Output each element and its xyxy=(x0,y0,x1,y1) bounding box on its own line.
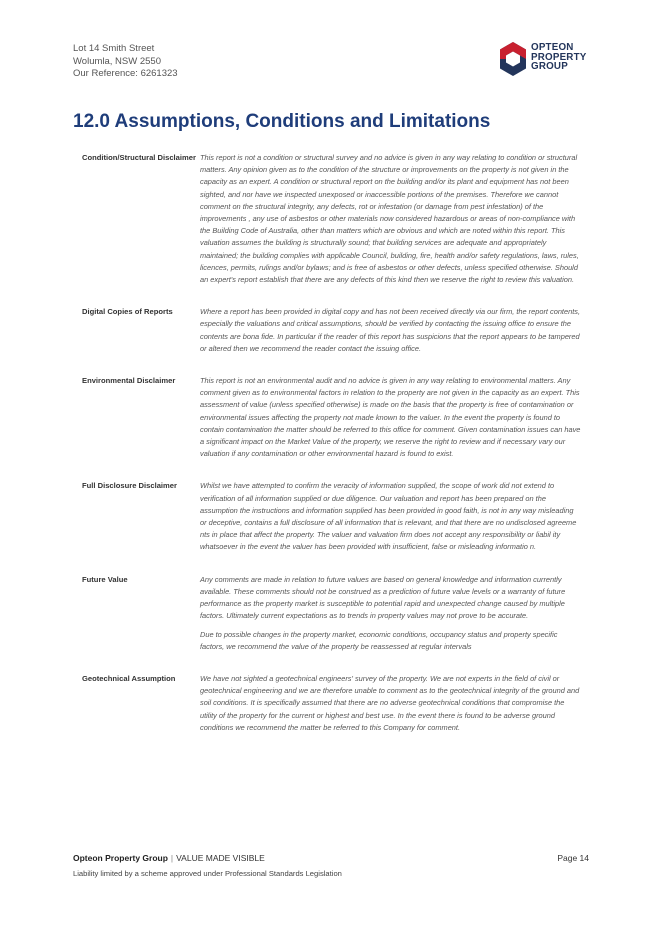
section-label: Full Disclosure Disclaimer xyxy=(82,481,177,491)
section-geotechnical xyxy=(82,673,582,734)
opteon-logo xyxy=(498,41,593,81)
section-full-disclosure xyxy=(82,480,582,553)
section-paragraph: We have not sighted a geotechnical engineers' survey of the property. We are not experts in the field of civil or geotechnical engineering and we are therefore unable to comment as to the geotechnical integrity of the ground and soil conditions. It is specifically assumed that there are no adverse geotechnical conditions that compromise the utility of the property for the current or highest and best use. In the event there is found to be adverse ground conditions we recommend the matter be referred to this Company for comment. xyxy=(200,673,580,732)
address-block xyxy=(73,43,178,81)
section-paragraph: This report is not an environmental audit and no advice is given in any way relating to environmental matters. Any comment given as to environmental factors in relation to the property are not given in the capacity as an expert. This assessment of value (unless specified otherwise) is made on the basis that the property is free of contamination or environmental issues affecting the property not made known to the valuer. In the event the property is found to contain contamination the matter should be referred to this office for comment. Given contamination issues can have a significant impact on the Market Value of the property, we reserve the right to review and if necessary vary our valuation if any contamination or other environmental hazard is found to exist. xyxy=(200,376,581,459)
section-label: Condition/Structural Disclaimer xyxy=(82,153,196,162)
logo-text-line-2: PROPERTY xyxy=(531,51,587,63)
section-body xyxy=(200,673,582,734)
address-line-2: Wolumla, NSW 2550 xyxy=(73,55,161,67)
section-paragraph: Whilst we have attempted to confirm the veracity of information supplied, the scope of work did not extend to verification of all information supplied or due diligence. Our valuation and report has been prepared on the assumption the instructions and information supplied has been provided in good faith, is not in any way misleading or deceptive, contains a full disclosure of all information that is relevant, and that there are no undisclosed agreeme nts in place that affect the property. The valuer and valuation firm does not accept any responsibility or liabil ity whatsoever in the event the valuer has been provided with insufficient, false or misleading informatio n. xyxy=(200,481,577,552)
section-body xyxy=(200,480,582,553)
footer-tagline: VALUE MADE VISIBLE xyxy=(176,853,265,863)
section-label: Geotechnical Assumption xyxy=(82,673,176,683)
page-number: Page 14 xyxy=(557,853,589,863)
section-paragraph: This report is not a condition or structural survey and no advice is given in any way relating to condition or structural matters. Any opinion given as to the condition of the structure or improvements on the property is not given in the capacity as an expert. A condition or structural report on the building and/or its plant and equipment has not been sighted, and nor have we inspected unexposed or inaccessible portions of the premises. Therefore we cannot comment on the structural integrity, any defects, rot or infestation (or damage from pest infestation) of the improvements , any use of asbestos or other materials now considered hazardous or areas of non-compliance with the Building Code of Australia, other than matters which are obvious and which are noted within this report. This valuation assumes the building is structurally sound; that building services are adequate and appropriately maintained; the building complies with applicable Council, building, fire, health and/or safety regulations, laws, rules, licences, permits, rulings and/or bylaws; and is free of asbestos or other defects, unless specified otherwise. Should an expert's report establish that there are any defects of this kind then we reserve the right to review this valuation. xyxy=(200,153,579,285)
section-body xyxy=(200,152,582,286)
section-label: Digital Copies of Reports xyxy=(82,307,173,317)
address-line-1: Lot 14 Smith Street xyxy=(73,43,155,54)
section-paragraph: Where a report has been provided in digital copy and has not been received directly via our firm, the report contents, especially the valuations and critical assumptions, should be verified by contacting the issuing office to ensure the contents are bona fide. In particular if the reader of this report has suspicions that the report appears to be tampered or altered then we recommend the reader contact the issuing office. xyxy=(200,307,581,353)
logo-text-line-1: OPTEON xyxy=(531,42,574,53)
section-label: Environmental Disclaimer xyxy=(82,376,176,386)
section-environmental xyxy=(82,375,582,460)
section-body xyxy=(200,375,582,460)
logo-hexagon-icon xyxy=(498,41,528,77)
sections-list xyxy=(82,152,582,754)
section-body xyxy=(200,306,582,355)
footer-liability: Liability limited by a scheme approved under Professional Standards Legislation xyxy=(73,869,342,878)
section-paragraph: Due to possible changes in the property market, economic conditions, occupancy status and property specific factors, we recommend the value of the property be reassessed at regular intervals xyxy=(200,629,558,651)
section-body xyxy=(200,574,582,653)
section-condition-structural xyxy=(82,152,582,286)
section-future-value xyxy=(82,574,582,653)
footer-company: Opteon Property Group xyxy=(73,853,168,863)
footer-company-line xyxy=(73,853,265,863)
logo-text-line-3: GROUP xyxy=(531,61,568,72)
section-digital-copies xyxy=(82,306,582,355)
footer-separator: | xyxy=(170,853,174,863)
reference-line: Our Reference: 6261323 xyxy=(73,68,178,79)
section-label: Future Value xyxy=(82,574,128,584)
page-title: 12.0 Assumptions, Conditions and Limitations xyxy=(73,111,491,132)
section-paragraph: Any comments are made in relation to future values are based on general knowledge and information currently available. These comments should not be construed as a prediction of future value levels or a warranty of future performance as the property market is susceptible to potential rapid and unexpected change caused by multiple factors. Ultimately current expectations as to trends in property values may not prove to be accurate. xyxy=(200,574,566,621)
